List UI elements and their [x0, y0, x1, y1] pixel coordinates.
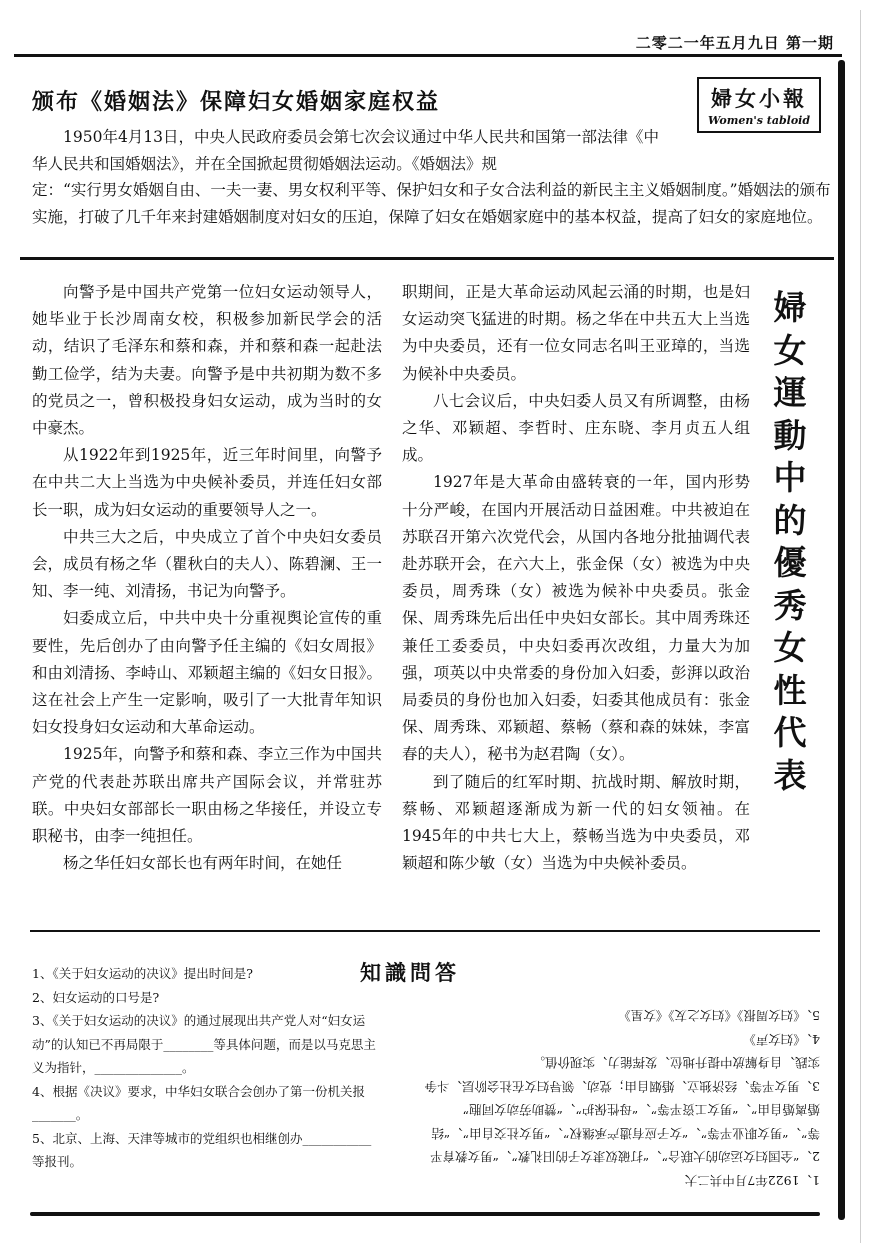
quiz-question: 4、根据《决议》要求，中华妇女联合会创办了第一份机关报_______。 — [32, 1083, 365, 1122]
headline: 颁布《婚姻法》保障妇女婚姻家庭权益 — [32, 90, 441, 115]
quiz-answer: 3、男女平等、经济独立、婚姻自由；党动、领导妇女在社会阶层、斗争实践、自身解放中提升地位、发挥能力、实现价值。 — [424, 1055, 820, 1094]
vertical-article-title — [768, 287, 812, 797]
header-rule — [14, 54, 842, 57]
section-rule-top — [20, 257, 834, 260]
article-paragraph: 1925年，向警予和蔡和森、李立三作为中国共产党的代表赴苏联出席共产国际会议，并常驻苏联。中央妇女部部长一职由杨之华接任，并设立专职秘书，由李一纯担任。 — [32, 745, 382, 846]
quiz-answer: 4、《妇女声》 — [743, 1032, 820, 1047]
intro-paragraph-2: 定：“实行男女婚姻自由、一夫一妻、男女权利平等、保护妇女和子女合法利益的新民主主义婚姻制度。”婚姻法的颁布实施，打破了几千年来封建婚姻制度对妇女的压迫，保障了妇女在婚姻家庭中的基本权益，提高了妇女的家庭地位。 — [32, 181, 831, 226]
article-paragraph: 从1922年到1925年，近三年时间里，向警予在中共二大上当选为中央候补委员，并连任妇女部长一职，成为妇女运动的重要领导人之一。 — [32, 446, 382, 519]
article-paragraph: 杨之华任妇女部长也有两年时间，在她任 — [63, 854, 343, 873]
quiz-answer: 5、《妇女周报》《妇女之友》《女星》 — [618, 1008, 820, 1024]
vertical-title-char: 中 — [773, 458, 807, 497]
footer-rule — [30, 1212, 820, 1216]
quiz-question: 2、妇女运动的口号是? — [32, 989, 160, 1005]
vertical-title-char: 女 — [773, 330, 807, 370]
article-paragraph: 中共三大之后，中央成立了首个中央妇女委员会，成员有杨之华（瞿秋白的夫人）、陈碧澜、王一知、李一纯、刘清扬，书记为向警予。 — [32, 527, 382, 601]
vertical-title-char: 性 — [773, 670, 807, 710]
quiz-question: 3、《关于妇女运动的决议》的通过展现出共产党人对“妇女运动”的认知已不再局限于________等具体问题，而是以马克思主义为指针，______________。 — [32, 1013, 376, 1075]
article-paragraph: 职期间，正是大革命运动风起云涌的时期，也是妇女运动突飞猛进的时期。杨之华在中共五大上当选为中央委员，还有一位女同志名叫王亚璋的，当选为候补中央委员。 — [402, 283, 750, 383]
quiz-answer: 1、1922年7月中共二大 — [684, 1173, 820, 1188]
quiz-answer: 2、“全国妇女运动的大联合”、“打破奴隶女子的旧礼教”、“男女教育平等”、“男女职业平等”、“女子应有遗产承继权”、“男女社交自由”、“结婚离婚自由”、“男女工资平等”、“母性保护”、“赞助劳动女同胞” — [430, 1102, 820, 1165]
article-paragraph: 向警予是中国共产党第一位妇女运动领导人，她毕业于长沙周南女校，积极参加新民学会的活动，结识了毛泽东和蔡和森，并和蔡和森一起赴法勤工俭学，结为夫妻。向警予是中共初期为数不多的党员之一，曾积极投身妇女运动，成为当时的女中豪杰。 — [32, 283, 382, 438]
article-column-right — [402, 279, 750, 877]
quiz-title: 知識問答 — [360, 961, 460, 985]
vertical-title-char: 優 — [773, 543, 807, 582]
section-rule-quiz — [30, 930, 820, 932]
quiz-questions — [32, 962, 382, 1174]
vertical-title-char: 婦 — [773, 288, 807, 327]
vertical-title-char: 運 — [773, 373, 807, 412]
quiz-question: 1、《关于妇女运动的决议》提出时间是? — [32, 966, 253, 981]
logo-subtitle: Women's tabloid — [707, 114, 811, 127]
vertical-title-char: 表 — [773, 755, 807, 795]
vertical-title-char: 代 — [773, 713, 807, 752]
quiz-question: 5、北京、上海、天津等城市的党组织也相继创办___________等报刊。 — [32, 1130, 372, 1169]
vertical-title-char: 女 — [773, 628, 807, 667]
article-paragraph: 到了随后的红军时期、抗战时期、解放时期，蔡畅、邓颖超逐渐成为新一代的妇女领袖。在1945年的中共七大上，蔡畅当选为中央委员，邓颖超和陈少敏（女）当选为中央候补委员。 — [402, 772, 750, 873]
intro-section — [32, 124, 832, 230]
quiz-answers-upside-down — [420, 962, 820, 1192]
logo-title: 婦女小報 — [711, 87, 807, 111]
intro-paragraph-1: 1950年4月13日，中央人民政府委员会第七次会议通过中华人民共和国第一部法律《中华人民共和国婚姻法》，并在全国掀起贯彻婚姻法运动。《婚姻法》规 — [32, 128, 660, 173]
article-paragraph: 妇委成立后，中共中央十分重视舆论宣传的重要性，先后创办了由向警予任主编的《妇女周报》和由刘清扬、李峙山、邓颖超主编的《妇女日报》。这在社会上产生一定影响，吸引了一大批青年知识妇女投身妇女运动和大革命运动。 — [32, 609, 382, 737]
vertical-title-char: 秀 — [773, 585, 807, 625]
page-edge-line — [860, 10, 861, 1243]
article-paragraph: 八七会议后，中央妇委人员又有所调整，由杨之华、邓颖超、李哲时、庄东晓、李月贞五人组成。 — [402, 391, 750, 465]
article-paragraph: 1927年是大革命由盛转衰的一年，国内形势十分严峻，在国内开展活动日益困难。中共被迫在苏联召开第六次党代会，从国内各地分批抽调代表赴苏联开会，在六大上，张金保（女）被选为中央委员，周秀珠（女）被选为候补中央委员。张金保、周秀珠先后出任中央妇女部长。其中周秀珠还兼任工委委员，中央妇委再次改组，力量大为加强，项英以中央常委的身份加入妇委，彭湃以政治局委员的身份也加入妇委，妇委其他成员有：张金保、周秀珠、邓颖超、蔡畅（蔡和森的妹妹，李富春的夫人），秘书为赵君陶（女）。 — [402, 473, 750, 764]
article-column-left — [32, 279, 382, 877]
vertical-title-char: 動 — [773, 415, 807, 455]
right-border-bar — [838, 60, 845, 1220]
issue-date: 二零二一年五月九日 第一期 — [635, 34, 834, 52]
vertical-title-char: 的 — [773, 500, 807, 540]
